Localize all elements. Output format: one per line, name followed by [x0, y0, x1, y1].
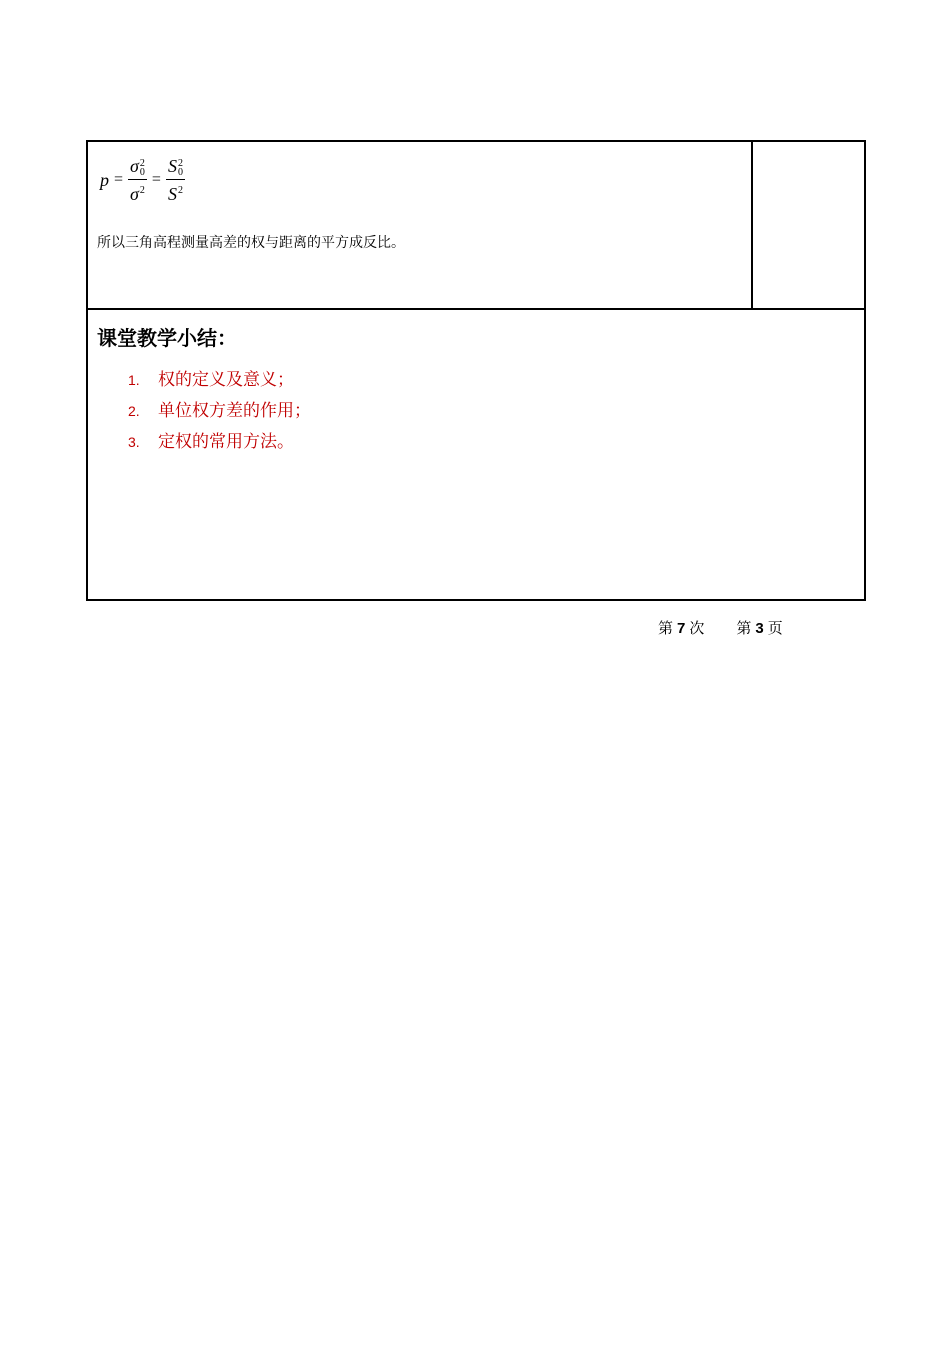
frac1-num-base: σ: [130, 156, 139, 177]
frac2-num-sub: 0: [177, 166, 183, 178]
session-suffix: 次: [689, 619, 705, 637]
summary-list: [128, 365, 311, 458]
frac1-den-sup: 2: [139, 184, 145, 196]
content-cell: [88, 142, 753, 308]
list-item: [128, 427, 311, 458]
formula-lhs: p: [100, 169, 109, 190]
lesson-table: [86, 140, 866, 601]
session-prefix: 第: [658, 619, 674, 637]
weight-formula: [100, 154, 185, 206]
frac2-den-base: S: [167, 183, 177, 204]
formula-equals-2: =: [151, 171, 161, 188]
list-item-number: 3.: [128, 434, 140, 450]
formula-fraction-sigma: [128, 157, 147, 203]
page-footer: [658, 617, 783, 638]
summary-row: [88, 310, 864, 599]
list-item: [128, 396, 311, 427]
summary-title: 课堂教学小结：: [97, 326, 237, 350]
page-number: 3: [755, 620, 764, 637]
frac2-num-base: S: [167, 156, 177, 177]
list-item-text: 单位权方差的作用；: [158, 401, 311, 421]
formula-fraction-s: [166, 157, 185, 203]
content-row: [88, 142, 864, 310]
side-cell: [753, 142, 864, 308]
frac2-den-sup: 2: [177, 184, 183, 196]
list-item-number: 1.: [128, 372, 140, 388]
conclusion-text: 所以三角高程测量高差的权与距离的平方成反比。: [97, 235, 405, 251]
frac1-num-sup: 2: [139, 157, 145, 169]
page-counter: [736, 617, 782, 638]
formula-equals: =: [114, 171, 124, 188]
frac1-num-sub: 0: [139, 166, 145, 178]
frac2-num-sup: 2: [177, 157, 183, 169]
frac1-den-base: σ: [130, 183, 139, 204]
session-number: 7: [677, 620, 686, 637]
list-item: [128, 365, 311, 396]
session-counter: [658, 617, 704, 638]
list-item-text: 权的定义及意义；: [158, 370, 294, 390]
page-suffix: 页: [767, 619, 783, 637]
list-item-text: 定权的常用方法。: [158, 432, 294, 452]
page-prefix: 第: [736, 619, 752, 637]
list-item-number: 2.: [128, 403, 140, 419]
